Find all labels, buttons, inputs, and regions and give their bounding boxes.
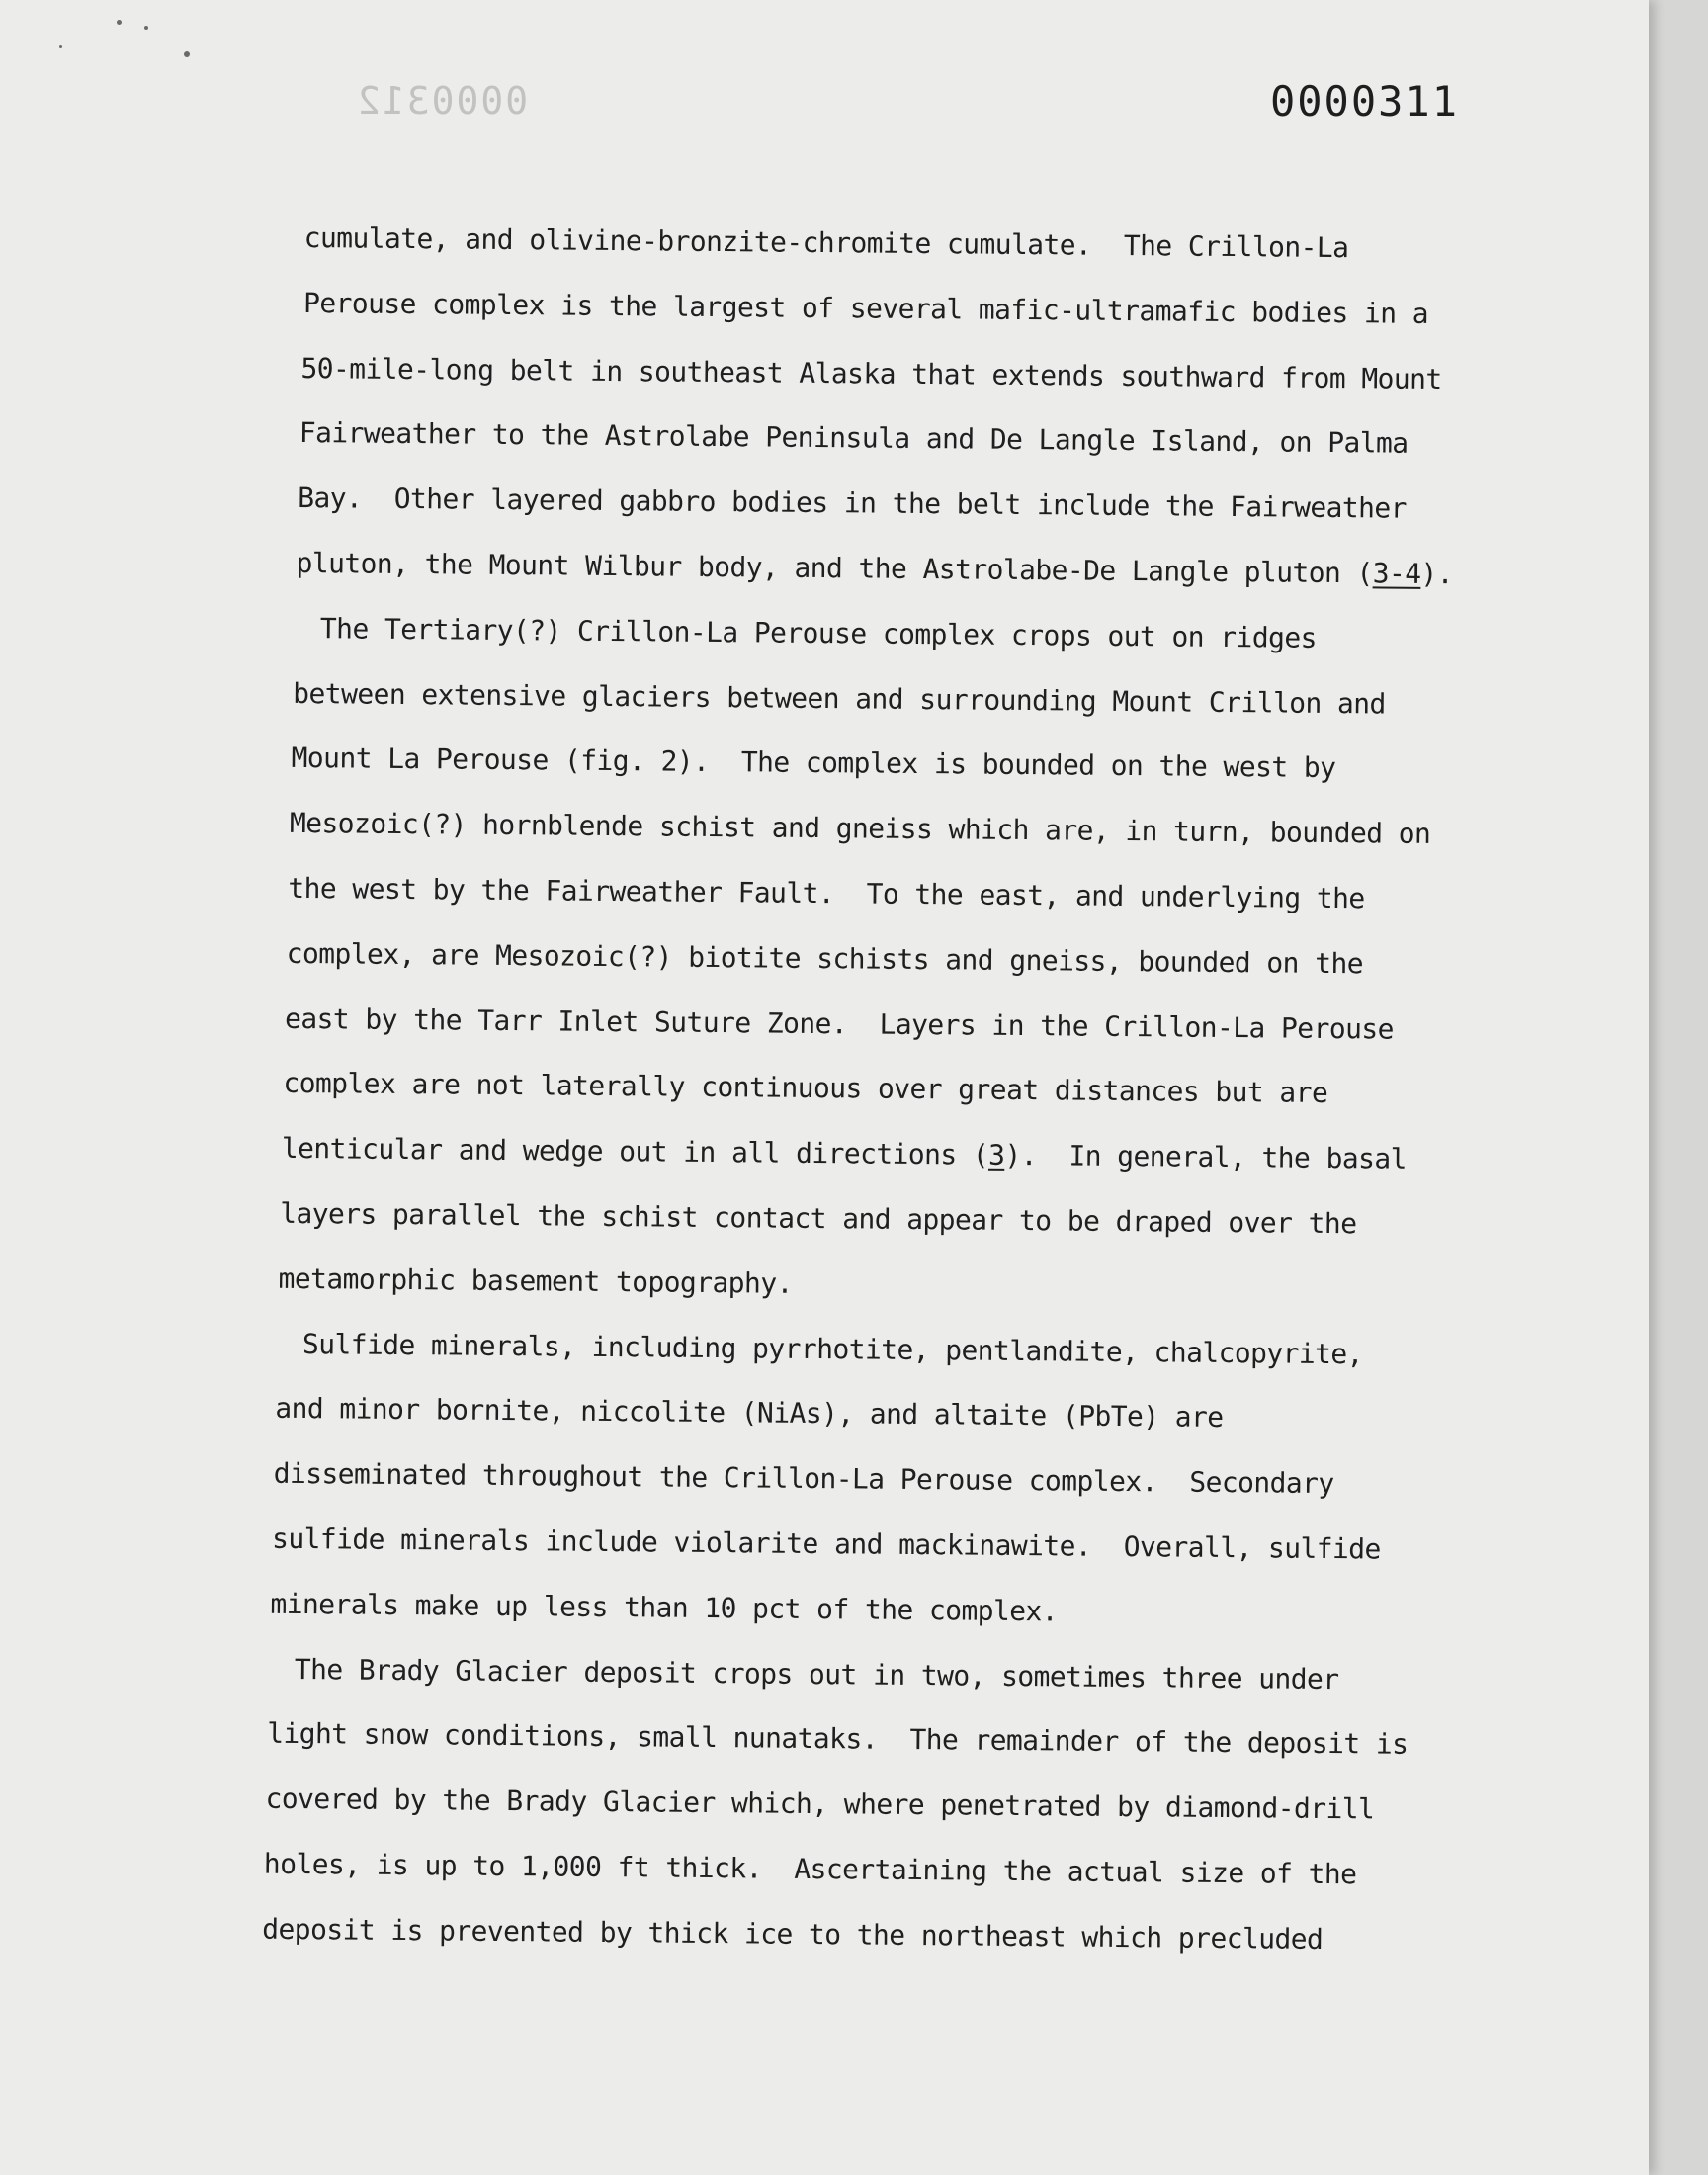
text-line: pluton, the Mount Wilbur body, and the Astrolabe-De Langle pluton (3-4). [296,546,1454,591]
text-line: Perouse complex is the largest of several mafic-ultramafic bodies in a [302,286,1429,330]
text-line: light snow conditions, small nunataks. The remainder of the deposit is [267,1717,1409,1762]
scan-speck [117,20,122,25]
text-line: sulfide minerals include violarite and mackinawite. Overall, sulfide [271,1522,1381,1566]
page-number: 0000311 [1269,77,1459,126]
bleed-through-page-number: 0000312 [356,79,529,123]
text-line: layers parallel the schist contact and appear to be draped over the [280,1196,1357,1241]
text-line: Fairweather to the Astrolabe Peninsula and De Langle Island, on Palma [299,416,1409,461]
paragraph-start-line: The Tertiary(?) Crillon-La Perouse complex crops out on ridges [319,611,1317,654]
text-line: Bay. Other layered gabbro bodies in the belt include the Fairweather [298,481,1408,525]
text-line: disseminated throughout the Crillon-La Perouse complex. Secondary [273,1456,1334,1501]
text-line: Mesozoic(?) hornblende schist and gneiss which are, in turn, bounded on [289,807,1431,851]
text-line: Mount La Perouse (fig. 2). The complex is bounded on the west by [291,741,1336,785]
text-line: 50-mile-long belt in southeast Alaska that extends southward from Mount [300,351,1442,395]
text-line: metamorphic basement topography. [278,1262,793,1300]
paragraph-start-line: Sulfide minerals, including pyrrhotite, pentlandite, chalcopyrite, [301,1327,1364,1370]
scan-speck [144,26,148,30]
text-line: covered by the Brady Glacier which, where penetrated by diamond-drill [265,1782,1375,1826]
text-line: complex, are Mesozoic(?) biotite schists and gneiss, bounded on the [286,936,1364,981]
scan-speck [59,45,62,48]
text-line: and minor bornite, niccolite (NiAs), and altaite (PbTe) are [275,1392,1224,1435]
text-line: cumulate, and olivine-bronzite-chromite cumulate. The Crillon-La [303,220,1349,265]
scan-speck [184,51,190,57]
text-line: minerals make up less than 10 pct of the complex. [270,1587,1059,1628]
text-line: between extensive glaciers between and surrounding Mount Crillon and [293,676,1386,721]
text-line: deposit is prevented by thick ice to the northeast which precluded [262,1912,1324,1956]
reference-citation: 3 [987,1138,1005,1172]
body-text [262,206,1589,1974]
text-line: lenticular and wedge out in all directions (3). In general, the basal [281,1131,1407,1175]
reference-citation: 3-4 [1372,557,1421,590]
text-line: the west by the Fairweather Fault. To the east, and underlying the [288,871,1365,915]
text-line: holes, is up to 1,000 ft thick. Ascertaining the actual size of the [263,1847,1357,1891]
text-line: complex are not laterally continuous over great distances but are [283,1067,1328,1110]
paragraph-start-line: The Brady Glacier deposit crops out in two, sometimes three under [294,1652,1339,1696]
text-line: east by the Tarr Inlet Suture Zone. Layers in the Crillon-La Perouse [284,1001,1394,1046]
